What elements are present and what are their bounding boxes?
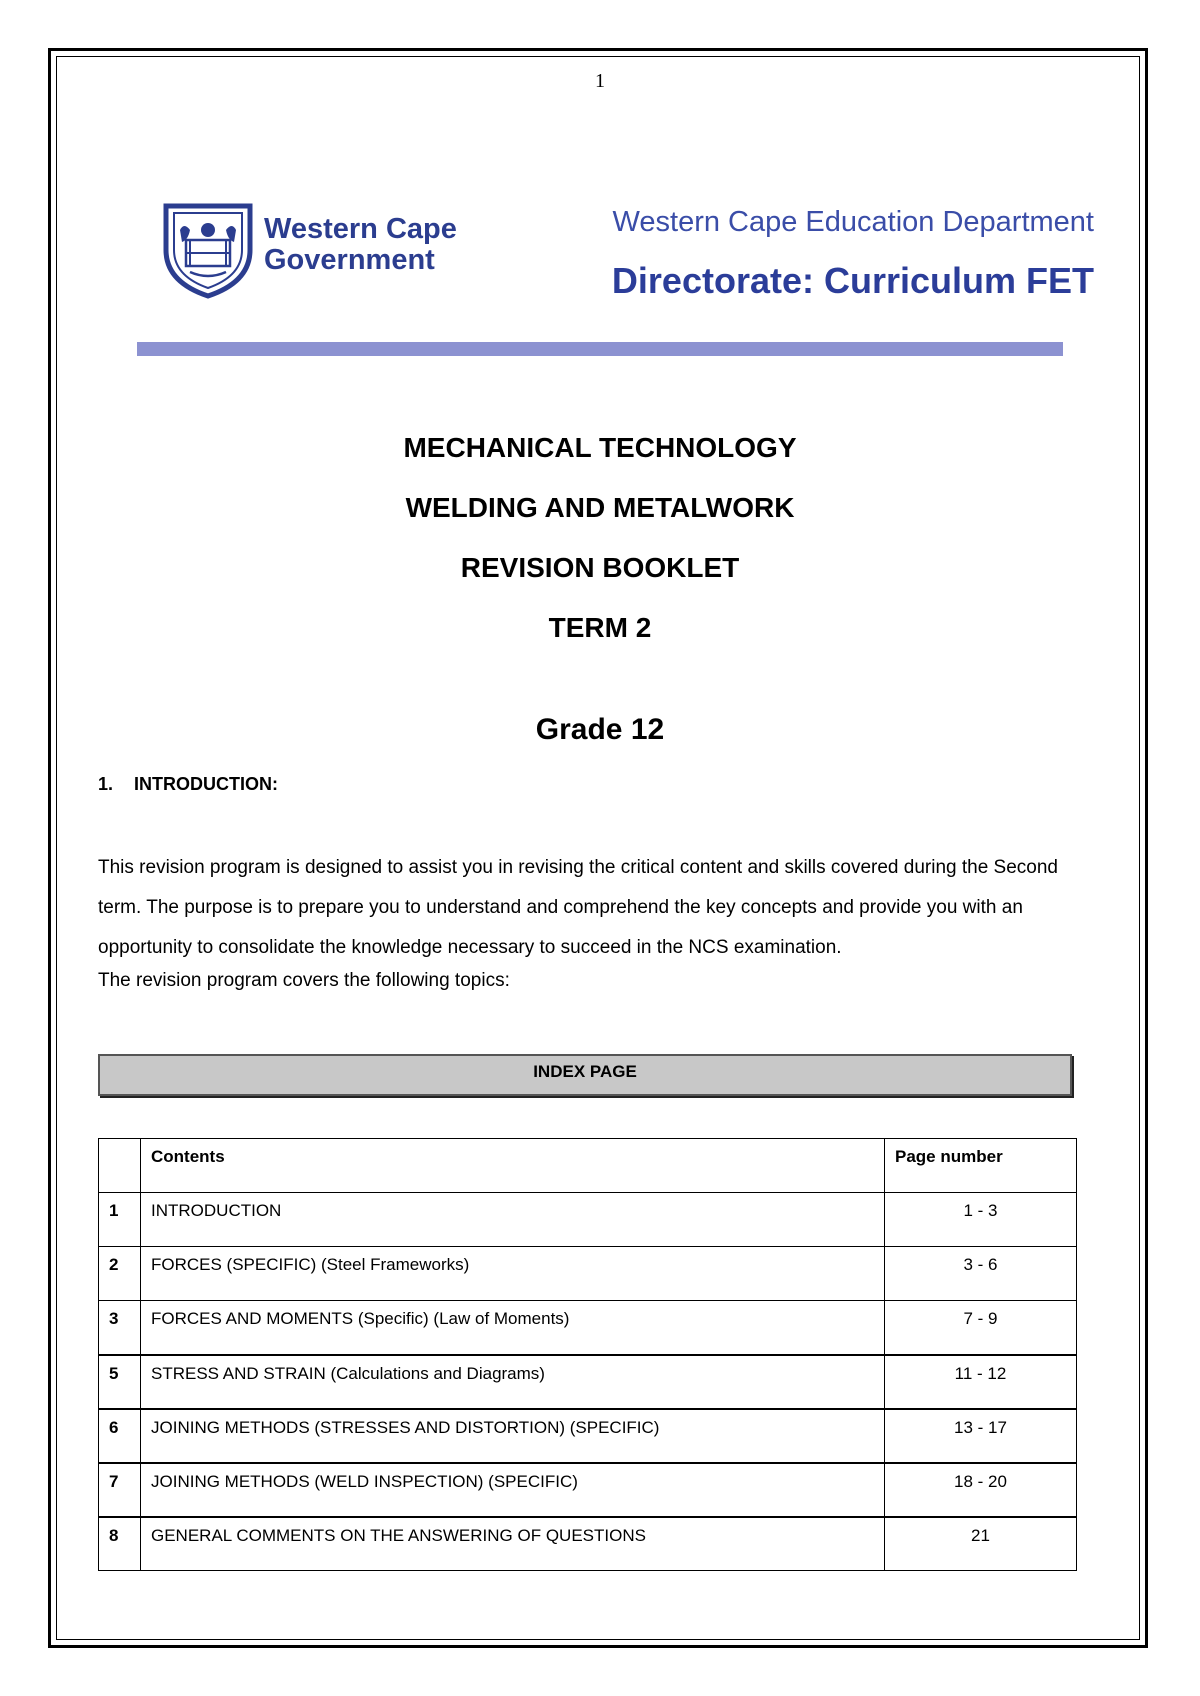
department-name: Western Cape Education Department	[612, 206, 1094, 238]
table-row	[99, 1301, 1077, 1355]
intro-heading	[98, 774, 278, 795]
intro-paragraph	[98, 848, 1118, 968]
header-page-cell: Page number	[885, 1139, 1077, 1193]
row-pages: 11 - 12	[885, 1355, 1077, 1409]
coat-of-arms-icon	[160, 200, 256, 300]
row-number: 1	[99, 1193, 141, 1247]
row-contents: FORCES (SPECIFIC) (Steel Frameworks)	[141, 1247, 885, 1301]
table-row	[99, 1193, 1077, 1247]
row-contents: JOINING METHODS (WELD INSPECTION) (SPECIFIC)	[141, 1463, 885, 1517]
directorate-title: Directorate: Curriculum FET	[611, 260, 1094, 301]
logo-line-2: Government	[264, 244, 435, 276]
row-pages: 7 - 9	[885, 1301, 1077, 1355]
row-pages: 3 - 6	[885, 1247, 1077, 1301]
intro-paragraph-line: term. The purpose is to prepare you to understand and comprehend the key concepts and provide you with an	[98, 897, 1023, 918]
index-table-header	[99, 1139, 1077, 1193]
header-rule-bar	[137, 342, 1063, 356]
row-number: 3	[99, 1301, 141, 1355]
table-row	[99, 1355, 1077, 1409]
grade-label: Grade 12	[535, 713, 665, 746]
intro-paragraph-line: opportunity to consolidate the knowledge necessary to succeed in the NCS examination.	[98, 937, 842, 958]
page-number: 1	[595, 70, 605, 92]
row-number: 5	[99, 1355, 141, 1409]
logo-line-1: Western Cape	[264, 213, 457, 245]
title-line-topic: WELDING AND METALWORK	[405, 492, 795, 523]
row-number: 2	[99, 1247, 141, 1301]
row-pages: 21	[885, 1517, 1077, 1571]
row-contents: GENERAL COMMENTS ON THE ANSWERING OF QUESTIONS	[141, 1517, 885, 1571]
title-line-term: TERM 2	[548, 612, 652, 643]
title-line-booklet: REVISION BOOKLET	[460, 552, 740, 583]
document-title	[0, 430, 1200, 670]
row-number: 6	[99, 1409, 141, 1463]
table-row	[99, 1409, 1077, 1463]
row-contents: INTRODUCTION	[141, 1193, 885, 1247]
index-page-heading: INDEX PAGE	[98, 1054, 1072, 1096]
row-pages: 18 - 20	[885, 1463, 1077, 1517]
index-table	[98, 1138, 1077, 1571]
intro-number: 1.	[98, 774, 114, 794]
row-contents: FORCES AND MOMENTS (Specific) (Law of Moments)	[141, 1301, 885, 1355]
row-number: 8	[99, 1517, 141, 1571]
row-pages: 13 - 17	[885, 1409, 1077, 1463]
table-row	[99, 1463, 1077, 1517]
table-row	[99, 1517, 1077, 1571]
header-number-cell	[99, 1139, 141, 1193]
header-contents-cell: Contents	[141, 1139, 885, 1193]
title-line-subject: MECHANICAL TECHNOLOGY	[403, 432, 797, 463]
row-number: 7	[99, 1463, 141, 1517]
intro-heading-text: INTRODUCTION:	[134, 774, 278, 794]
row-contents: JOINING METHODS (STRESSES AND DISTORTION) (SPECIFIC)	[141, 1409, 885, 1463]
table-row	[99, 1247, 1077, 1301]
topics-intro-line: The revision program covers the following topics:	[98, 970, 510, 991]
row-pages: 1 - 3	[885, 1193, 1077, 1247]
row-contents: STRESS AND STRAIN (Calculations and Diagrams)	[141, 1355, 885, 1409]
intro-paragraph-line: This revision program is designed to assist you in revising the critical content and skills covered during the Second	[98, 857, 1058, 878]
western-cape-government-logo	[160, 200, 490, 300]
logo-wordmark	[264, 214, 457, 276]
